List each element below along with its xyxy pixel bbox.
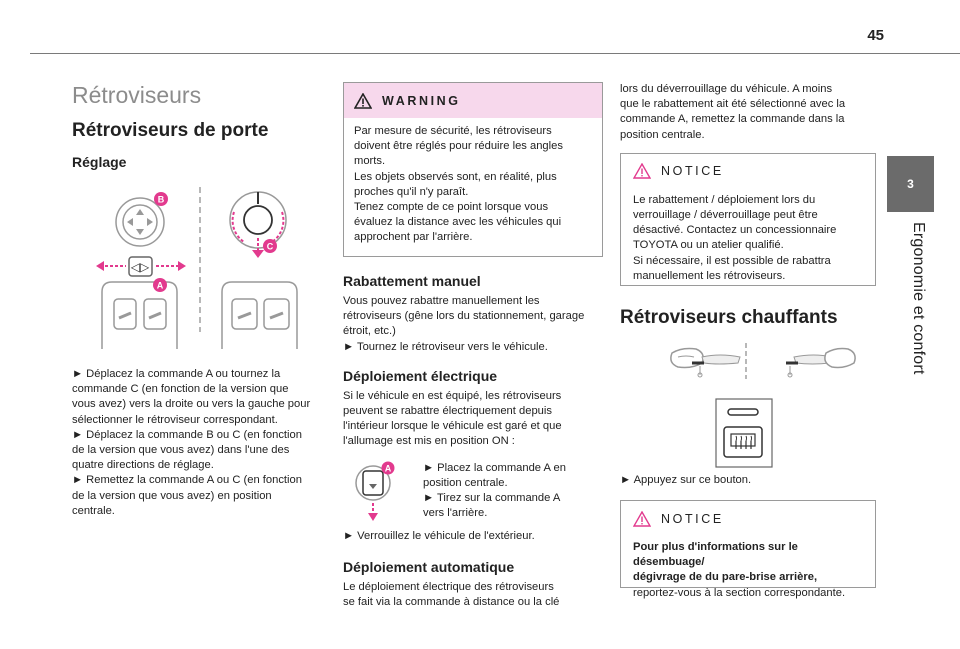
text-line: de la version que vous avez) en position xyxy=(72,489,272,502)
text-line: ► Verrouillez le véhicule de l'extérieur. xyxy=(343,529,535,542)
text-line: commande A, remettez la commande dans la xyxy=(620,113,845,126)
text-line: reportez-vous à la section correspondante. xyxy=(633,586,846,599)
mirror-switch-illustration xyxy=(72,182,324,349)
text-line: ► Déplacez la commande B ou C (en fonction xyxy=(72,428,302,441)
text-line: évaluez la distance avec les véhicules qui xyxy=(354,216,562,229)
text-line: position centrale. xyxy=(423,476,508,489)
text-line: proches qu'il n'y paraît. xyxy=(354,185,469,198)
text-line: ► Placez la commande A en xyxy=(423,461,566,474)
notice-box-2 xyxy=(620,500,876,599)
callout-b: B xyxy=(157,194,165,205)
notice-label: NOTICE xyxy=(661,164,724,179)
svg-text:◁▷: ◁▷ xyxy=(130,260,150,274)
warning-header xyxy=(344,83,602,118)
auto-deploy-title: Déploiement automatique xyxy=(343,558,515,575)
page-number: 45 xyxy=(867,27,884,44)
left-column xyxy=(72,82,324,519)
chapter-tab[interactable]: 3 xyxy=(887,156,934,212)
heated-mirrors-title: Rétroviseurs chauffants xyxy=(620,306,838,328)
warning-triangle-icon xyxy=(354,93,372,109)
section-title: Rétroviseurs de porte xyxy=(72,120,269,141)
press-button-step: ► Appuyez sur ce bouton. xyxy=(620,473,752,486)
text-line: l'intérieur lorsque le véhicule est garé et que xyxy=(343,420,562,433)
text-line: de la version que vous avez) dans l'une des xyxy=(72,444,290,457)
fold-switch-illustration xyxy=(343,459,403,523)
mirror-controls-figure xyxy=(72,182,324,349)
text-line: ► Remettez la commande A ou C (en fonction xyxy=(72,474,302,487)
notice-label-2: NOTICE xyxy=(661,511,724,526)
text-line: peuvent se rabattre électriquement depuis xyxy=(343,405,552,418)
text-line: l'allumage est mis en position ON : xyxy=(343,435,515,448)
text-line: vous avez) vers la droite ou vers la gauche pour xyxy=(72,398,311,411)
text-line: Vous pouvez rabattre manuellement les xyxy=(343,295,540,307)
notice-header xyxy=(621,154,875,189)
notice-triangle-icon xyxy=(633,163,651,179)
callout-c: C xyxy=(266,241,274,252)
electric-fold-title: Déploiement électrique xyxy=(343,367,498,384)
text-line: vers l'arrière. xyxy=(423,507,488,520)
text-line: Le rabattement / déploiement lors du xyxy=(633,193,816,206)
text-line: désactivé. Contactez un concessionnaire xyxy=(633,224,837,237)
text-line: Par mesure de sécurité, les rétroviseurs xyxy=(354,125,552,137)
text-line: manuellement les rétroviseurs. xyxy=(633,269,786,282)
text-line: Tenez compte de ce point lorsque vous xyxy=(354,201,549,214)
right-column xyxy=(620,82,876,599)
defrost-button-illustration xyxy=(620,341,876,471)
text-line: se fait via la commande à distance ou la clé xyxy=(343,596,560,609)
text-line: lors du déverrouillage du véhicule. A moins xyxy=(620,83,833,95)
middle-column xyxy=(343,82,603,610)
subsection-title: Réglage xyxy=(72,154,127,170)
text-line: sélectionner le rétroviseur correspondant. xyxy=(72,413,278,426)
text-line: Si le véhicule en est équipé, les rétroviseurs xyxy=(343,389,562,402)
callout-a: A xyxy=(384,463,392,474)
text-line: ► Tirez sur la commande A xyxy=(423,492,561,505)
chapter-title: Ergonomie et confort xyxy=(910,222,927,375)
notice-box xyxy=(620,153,876,286)
text-line: position centrale. xyxy=(620,128,705,141)
text-line: verrouillage / déverrouillage peut être xyxy=(633,209,818,222)
page-title: Rétroviseurs xyxy=(72,82,202,108)
header-rule xyxy=(30,53,960,54)
text-line: Pour plus d'informations sur le désembuage/ xyxy=(633,541,798,569)
text-line: commande C (en fonction de la version que xyxy=(72,383,289,396)
text-line: centrale. xyxy=(72,504,115,517)
text-line: approchent par l'arrière. xyxy=(354,231,473,244)
notice-header-2 xyxy=(621,501,875,536)
text-line: Les objets observés sont, en réalité, plus xyxy=(354,170,557,183)
callout-a: A xyxy=(156,280,164,291)
text-line: TOYOTA ou un atelier qualifié. xyxy=(633,239,784,252)
text-line: morts. xyxy=(354,155,386,168)
text-line: quatre directions de réglage. xyxy=(72,459,214,472)
text-line: ► Déplacez la commande A ou tournez la xyxy=(72,368,281,380)
text-line: rétroviseurs (gêne lors du stationnement, garage xyxy=(343,310,585,323)
text-line: Le déploiement électrique des rétroviseurs xyxy=(343,580,554,593)
notice-triangle-icon xyxy=(633,511,651,527)
adjustment-instructions xyxy=(72,367,324,519)
text-line: doivent être réglés pour réduire les angles xyxy=(354,140,563,153)
text-line: étroit, etc.) xyxy=(343,325,396,338)
heated-mirrors-figure xyxy=(620,341,876,471)
text-line: Si nécessaire, il est possible de rabattra xyxy=(633,254,831,267)
warning-label: WARNING xyxy=(382,93,461,108)
manual-fold-title: Rabattement manuel xyxy=(343,273,481,289)
text-line: ► Tournez le rétroviseur vers le véhicule. xyxy=(343,340,548,353)
electric-fold-step xyxy=(343,459,603,523)
continued-text xyxy=(620,82,876,143)
warning-box xyxy=(343,82,603,257)
text-line: que le rabattement ait été sélectionné avec la xyxy=(620,98,846,111)
text-line: dégivrage de du pare-brise arrière, xyxy=(633,571,818,584)
